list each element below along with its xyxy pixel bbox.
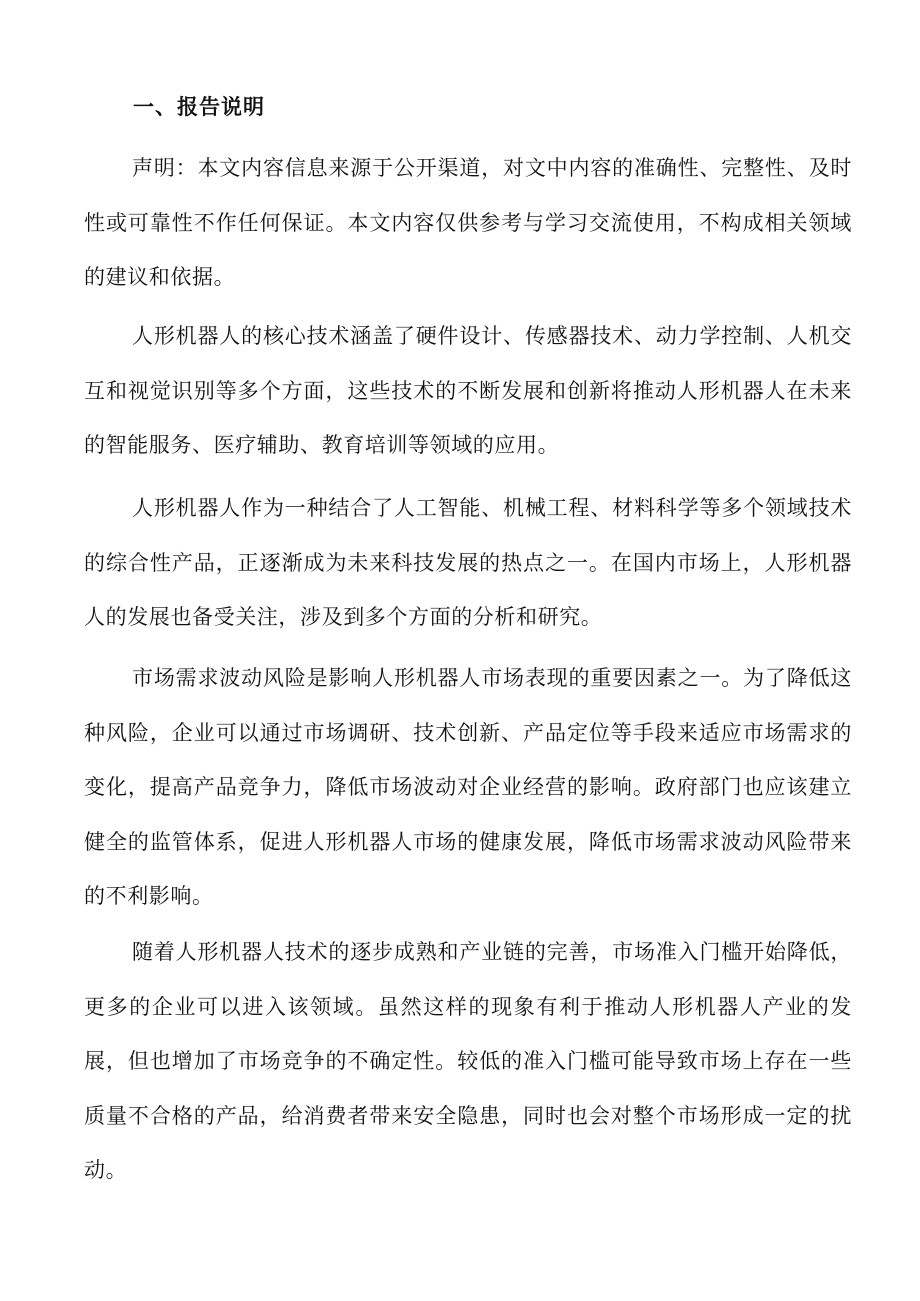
section-heading: 一、报告说明 — [133, 94, 265, 119]
body-paragraph: 市场需求波动风险是影响人形机器人市场表现的重要因素之一。为了降低这种风险，企业可以通过市场调研、技术创新、产品定位等手段来适应市场需求的变化，提高产品竞争力，降低市场波动对企业经营的影响。政府部门也应该建立健全的监管体系，促进人形机器人市场的健康发展，降低市场需求波动风险带来的不利影响。 — [84, 666, 852, 909]
disclaimer-paragraph: 声明：本文内容信息来源于公开渠道，对文中内容的准确性、完整性、及时性或可靠性不作任何保证。本文内容仅供参考与学习交流使用，不构成相关领域的建议和依据。 — [84, 156, 852, 290]
body-paragraph: 人形机器人作为一种结合了人工智能、机械工程、材料科学等多个领域技术的综合性产品，正逐渐成为未来科技发展的热点之一。在国内市场上，人形机器人的发展也备受关注，涉及到多个方面的分析和研究。 — [84, 496, 852, 630]
body-paragraph: 随着人形机器人技术的逐步成熟和产业链的完善，市场准入门槛开始降低，更多的企业可以进入该领域。虽然这样的现象有利于推动人形机器人产业的发展，但也增加了市场竞争的不确定性。较低的准入门槛可能导致市场上存在一些质量不合格的产品，给消费者带来安全隐患，同时也会对整个市场形成一定的扰动。 — [84, 940, 852, 1183]
body-paragraph: 人形机器人的核心技术涵盖了硬件设计、传感器技术、动力学控制、人机交互和视觉识别等多个方面，这些技术的不断发展和创新将推动人形机器人在未来的智能服务、医疗辅助、教育培训等领域的应用。 — [84, 324, 852, 458]
